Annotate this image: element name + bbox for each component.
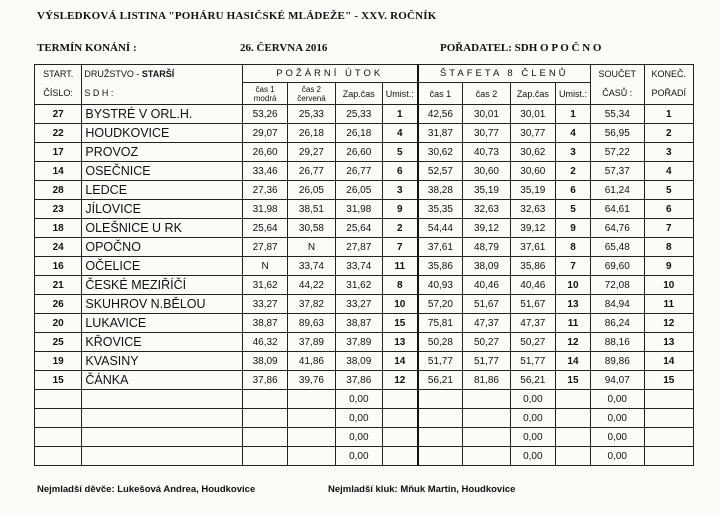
attack-time-2: 39,76	[288, 371, 335, 390]
attack-rank: 10	[382, 295, 417, 314]
relay-time-1: 30,62	[418, 143, 463, 162]
table-row	[35, 352, 694, 371]
team-name: HOUDKOVICE	[82, 124, 243, 143]
team-name: KVASINY	[82, 352, 243, 371]
relay-time-1: 54,44	[418, 219, 463, 238]
start-number: 22	[35, 124, 82, 143]
table-row	[35, 409, 694, 428]
attack-time-1	[242, 428, 287, 447]
attack-counted-time: 31,62	[335, 276, 382, 295]
attack-time-2: 26,05	[288, 181, 335, 200]
team-header-prefix: DRUŽSTVO -	[84, 68, 142, 79]
attack-time-1: 38,87	[242, 314, 287, 333]
final-place	[644, 447, 693, 466]
table-row	[35, 295, 694, 314]
start-header-top: START.	[35, 65, 82, 83]
final-place: 1	[644, 105, 693, 124]
col-st-umist: Umist.:	[555, 83, 590, 105]
final-place	[644, 409, 693, 428]
total-time: 64,76	[591, 219, 645, 238]
table-row	[35, 314, 694, 333]
start-number: 28	[35, 181, 82, 200]
attack-time-1: 27,87	[242, 238, 287, 257]
attack-time-2: N	[288, 238, 335, 257]
header-row-top	[35, 65, 694, 83]
date-label: TERMÍN KONÁNÍ :	[37, 42, 137, 54]
table-row	[35, 447, 694, 466]
relay-time-2: 40,46	[463, 276, 510, 295]
start-number: 25	[35, 333, 82, 352]
relay-time-2: 35,19	[463, 181, 510, 200]
relay-time-1	[418, 447, 463, 466]
relay-rank: 11	[555, 314, 590, 333]
relay-time-2: 30,01	[463, 105, 510, 124]
attack-time-2: 41,86	[288, 352, 335, 371]
relay-rank: 6	[555, 181, 590, 200]
table-row	[35, 181, 694, 200]
document-title: VÝSLEDKOVÁ LISTINA "POHÁRU HASIČSKÉ MLÁDEŽE" - XXV. ROČNÍK	[37, 10, 437, 22]
start-number	[35, 409, 82, 428]
attack-rank: 2	[382, 219, 417, 238]
table-row	[35, 276, 694, 295]
attack-counted-time: 0,00	[335, 390, 382, 409]
relay-counted-time: 51,67	[510, 295, 555, 314]
start-number: 14	[35, 162, 82, 181]
relay-counted-time: 39,12	[510, 219, 555, 238]
team-name: OLEŠNICE U RK	[82, 219, 243, 238]
relay-counted-time: 37,61	[510, 238, 555, 257]
team-name: SKUHROV N.BĚLOU	[82, 295, 243, 314]
attack-rank: 8	[382, 276, 417, 295]
table-row	[35, 124, 694, 143]
attack-time-2: 29,27	[288, 143, 335, 162]
final-place: 14	[644, 352, 693, 371]
final-place: 5	[644, 181, 693, 200]
attack-time-1: 46,32	[242, 333, 287, 352]
attack-time-1	[242, 447, 287, 466]
attack-rank	[382, 447, 417, 466]
relay-rank	[555, 447, 590, 466]
team-name	[82, 390, 243, 409]
relay-time-1: 56,21	[418, 371, 463, 390]
relay-time-1: 52,57	[418, 162, 463, 181]
attack-rank: 7	[382, 238, 417, 257]
total-time: 61,24	[591, 181, 645, 200]
relay-counted-time: 0,00	[510, 390, 555, 409]
attack-time-2	[288, 428, 335, 447]
col-st-cas2: čas 2	[463, 83, 510, 105]
relay-time-1: 35,86	[418, 257, 463, 276]
attack-rank: 14	[382, 352, 417, 371]
final-place: 6	[644, 200, 693, 219]
attack-time-1: 26,60	[242, 143, 287, 162]
attack-rank: 11	[382, 257, 417, 276]
youngest-boy: Nejmladší kluk: Mňuk Martin, Houdkovice	[328, 484, 516, 495]
attack-time-2: 26,77	[288, 162, 335, 181]
total-time: 56,95	[591, 124, 645, 143]
relay-rank: 13	[555, 295, 590, 314]
final-place: 4	[644, 162, 693, 181]
relay-time-2: 39,12	[463, 219, 510, 238]
attack-time-2	[288, 447, 335, 466]
attack-counted-time: 38,87	[335, 314, 382, 333]
team-name: BYSTRÉ V ORL.H.	[82, 105, 243, 124]
start-number: 27	[35, 105, 82, 124]
final-place: 10	[644, 276, 693, 295]
relay-rank	[555, 428, 590, 447]
attack-time-2: 89,63	[288, 314, 335, 333]
event-date: 26. ČERVNA 2016	[240, 42, 328, 54]
attack-time-1: N	[242, 257, 287, 276]
relay-rank: 12	[555, 333, 590, 352]
attack-rank	[382, 409, 417, 428]
relay-rank: 4	[555, 124, 590, 143]
total-time: 0,00	[591, 447, 645, 466]
relay-time-1: 35,35	[418, 200, 463, 219]
col-cas2-cervena: čas 2 červená	[288, 83, 335, 105]
attack-counted-time: 33,74	[335, 257, 382, 276]
team-name: KŘOVICE	[82, 333, 243, 352]
attack-counted-time: 33,27	[335, 295, 382, 314]
start-number: 19	[35, 352, 82, 371]
team-name: LUKAVICE	[82, 314, 243, 333]
attack-time-1: 33,27	[242, 295, 287, 314]
team-name	[82, 428, 243, 447]
table-row	[35, 162, 694, 181]
total-time: 89,86	[591, 352, 645, 371]
relay-counted-time: 30,77	[510, 124, 555, 143]
total-time: 84,94	[591, 295, 645, 314]
relay-time-2: 30,77	[463, 124, 510, 143]
start-number: 20	[35, 314, 82, 333]
attack-time-2	[288, 390, 335, 409]
relay-rank: 9	[555, 219, 590, 238]
table-row	[35, 238, 694, 257]
relay-time-2: 30,60	[463, 162, 510, 181]
table-row	[35, 257, 694, 276]
attack-counted-time: 37,89	[335, 333, 382, 352]
attack-rank	[382, 428, 417, 447]
start-number	[35, 390, 82, 409]
col-cas1-modra: čas 1 modrá	[242, 83, 287, 105]
attack-time-2: 25,33	[288, 105, 335, 124]
start-number: 21	[35, 276, 82, 295]
team-name: LEDCE	[82, 181, 243, 200]
relay-rank: 8	[555, 238, 590, 257]
start-number	[35, 428, 82, 447]
relay-time-1	[418, 409, 463, 428]
start-number: 15	[35, 371, 82, 390]
attack-time-2	[288, 409, 335, 428]
relay-counted-time: 35,19	[510, 181, 555, 200]
relay-rank	[555, 390, 590, 409]
relay-time-2: 32,63	[463, 200, 510, 219]
sum-header-bottom: ČASŮ :	[591, 83, 645, 105]
total-time: 0,00	[591, 409, 645, 428]
final-place: 15	[644, 371, 693, 390]
attack-time-1	[242, 409, 287, 428]
relay-time-2: 38,09	[463, 257, 510, 276]
team-name	[82, 447, 243, 466]
team-name: OSEČNICE	[82, 162, 243, 181]
attack-rank: 12	[382, 371, 417, 390]
attack-rank: 6	[382, 162, 417, 181]
final-place: 12	[644, 314, 693, 333]
youngest-girl: Nejmladší děvče: Lukešová Andrea, Houdkovice	[37, 484, 256, 495]
final-place: 9	[644, 257, 693, 276]
relay-counted-time: 30,60	[510, 162, 555, 181]
start-number: 26	[35, 295, 82, 314]
attack-time-1: 38,09	[242, 352, 287, 371]
total-time: 69,60	[591, 257, 645, 276]
col-st-zap: Zap.čas	[510, 83, 555, 105]
relay-rank: 2	[555, 162, 590, 181]
table-row	[35, 105, 694, 124]
relay-time-2: 47,37	[463, 314, 510, 333]
relay-time-1: 42,56	[418, 105, 463, 124]
total-time: 65,48	[591, 238, 645, 257]
attack-rank	[382, 390, 417, 409]
attack-rank: 5	[382, 143, 417, 162]
total-time: 0,00	[591, 428, 645, 447]
attack-time-1: 29,07	[242, 124, 287, 143]
results-table	[34, 64, 694, 466]
table-row	[35, 219, 694, 238]
relay-counted-time: 0,00	[510, 409, 555, 428]
organizer: POŘADATEL: SDH O P O Č N O	[440, 42, 602, 54]
team-category: STARŠÍ	[141, 68, 175, 79]
attack-time-1: 27,36	[242, 181, 287, 200]
start-number: 24	[35, 238, 82, 257]
table-row	[35, 371, 694, 390]
attack-time-1: 31,98	[242, 200, 287, 219]
attack-counted-time: 0,00	[335, 409, 382, 428]
relay-counted-time: 30,01	[510, 105, 555, 124]
relay-time-2	[463, 409, 510, 428]
attack-counted-time: 25,33	[335, 105, 382, 124]
attack-rank: 9	[382, 200, 417, 219]
attack-time-2: 33,74	[288, 257, 335, 276]
col-umist: Umist.:	[382, 83, 417, 105]
relay-time-2: 50,27	[463, 333, 510, 352]
relay-counted-time: 30,62	[510, 143, 555, 162]
relay-time-2	[463, 428, 510, 447]
final-place: 3	[644, 143, 693, 162]
relay-rank: 1	[555, 105, 590, 124]
attack-time-1: 37,86	[242, 371, 287, 390]
relay-time-1	[418, 428, 463, 447]
final-place	[644, 390, 693, 409]
relay-time-1: 75,81	[418, 314, 463, 333]
attack-time-1: 33,46	[242, 162, 287, 181]
start-number	[35, 447, 82, 466]
relay-rank	[555, 409, 590, 428]
relay-time-1: 50,28	[418, 333, 463, 352]
relay-time-1	[418, 390, 463, 409]
total-time: 0,00	[591, 390, 645, 409]
col-zap-cas: Zap.čas	[335, 83, 382, 105]
sum-header-top: SOUČET	[591, 65, 645, 83]
final-place: 11	[644, 295, 693, 314]
team-name: ČÁNKA	[82, 371, 243, 390]
relay-time-1: 57,20	[418, 295, 463, 314]
attack-counted-time: 26,60	[335, 143, 382, 162]
relay-rank: 14	[555, 352, 590, 371]
relay-counted-time: 0,00	[510, 447, 555, 466]
final-place	[644, 428, 693, 447]
relay-time-1: 31,87	[418, 124, 463, 143]
place-header-bottom: POŘADÍ	[644, 83, 693, 105]
final-place: 7	[644, 219, 693, 238]
relay-time-2: 51,77	[463, 352, 510, 371]
relay-time-1: 40,93	[418, 276, 463, 295]
start-number: 23	[35, 200, 82, 219]
total-time: 86,24	[591, 314, 645, 333]
relay-rank: 10	[555, 276, 590, 295]
table-row	[35, 200, 694, 219]
start-header-bottom: ČÍSLO:	[35, 83, 82, 105]
relay-rank: 3	[555, 143, 590, 162]
relay-rank: 5	[555, 200, 590, 219]
relay-rank: 15	[555, 371, 590, 390]
attack-counted-time: 26,18	[335, 124, 382, 143]
relay-time-1: 38,28	[418, 181, 463, 200]
attack-counted-time: 0,00	[335, 447, 382, 466]
table-row	[35, 428, 694, 447]
team-header-bottom: S D H :	[82, 83, 243, 105]
attack-time-2: 38,51	[288, 200, 335, 219]
relay-counted-time: 35,86	[510, 257, 555, 276]
col-st-cas1: čas 1	[418, 83, 463, 105]
attack-counted-time: 27,87	[335, 238, 382, 257]
relay-time-2: 81,86	[463, 371, 510, 390]
team-name: OČELICE	[82, 257, 243, 276]
relay-time-1: 51,77	[418, 352, 463, 371]
attack-time-1: 31,62	[242, 276, 287, 295]
attack-rank: 15	[382, 314, 417, 333]
relay-time-2: 40,73	[463, 143, 510, 162]
attack-time-1	[242, 390, 287, 409]
attack-time-2: 26,18	[288, 124, 335, 143]
relay-counted-time: 47,37	[510, 314, 555, 333]
relay-time-2: 48,79	[463, 238, 510, 257]
final-place: 2	[644, 124, 693, 143]
table-row	[35, 333, 694, 352]
attack-counted-time: 38,09	[335, 352, 382, 371]
final-place: 13	[644, 333, 693, 352]
relay-counted-time: 40,46	[510, 276, 555, 295]
total-time: 72,08	[591, 276, 645, 295]
relay-counted-time: 56,21	[510, 371, 555, 390]
relay-time-1: 37,61	[418, 238, 463, 257]
team-name	[82, 409, 243, 428]
table-row	[35, 390, 694, 409]
pozarni-utok-header: POŽÁRNÍ ÚTOK	[242, 65, 417, 83]
attack-time-1: 53,26	[242, 105, 287, 124]
team-name: JÍLOVICE	[82, 200, 243, 219]
relay-counted-time: 50,27	[510, 333, 555, 352]
relay-counted-time: 0,00	[510, 428, 555, 447]
total-time: 55,34	[591, 105, 645, 124]
attack-time-2: 37,89	[288, 333, 335, 352]
final-place: 8	[644, 238, 693, 257]
team-name: OPOČNO	[82, 238, 243, 257]
attack-counted-time: 26,05	[335, 181, 382, 200]
attack-counted-time: 37,86	[335, 371, 382, 390]
attack-counted-time: 26,77	[335, 162, 382, 181]
attack-counted-time: 25,64	[335, 219, 382, 238]
total-time: 94,07	[591, 371, 645, 390]
table-row	[35, 143, 694, 162]
stafeta-header: ŠTAFETA 8 ČLENŮ	[418, 65, 591, 83]
relay-time-2: 51,67	[463, 295, 510, 314]
header-row-bottom	[35, 83, 694, 105]
attack-time-2: 44,22	[288, 276, 335, 295]
attack-rank: 4	[382, 124, 417, 143]
attack-time-2: 37,82	[288, 295, 335, 314]
attack-counted-time: 31,98	[335, 200, 382, 219]
start-number: 16	[35, 257, 82, 276]
attack-time-2: 30,58	[288, 219, 335, 238]
relay-time-2	[463, 447, 510, 466]
team-name: PROVOZ	[82, 143, 243, 162]
attack-counted-time: 0,00	[335, 428, 382, 447]
attack-rank: 1	[382, 105, 417, 124]
relay-time-2	[463, 390, 510, 409]
attack-rank: 13	[382, 333, 417, 352]
team-header-top	[82, 65, 243, 83]
total-time: 64,61	[591, 200, 645, 219]
relay-counted-time: 51,77	[510, 352, 555, 371]
team-name: ČESKÉ MEZIŘÍČÍ	[82, 276, 243, 295]
place-header-top: KONEČ.	[644, 65, 693, 83]
relay-rank: 7	[555, 257, 590, 276]
start-number: 18	[35, 219, 82, 238]
start-number: 17	[35, 143, 82, 162]
total-time: 88,16	[591, 333, 645, 352]
total-time: 57,22	[591, 143, 645, 162]
relay-counted-time: 32,63	[510, 200, 555, 219]
attack-time-1: 25,64	[242, 219, 287, 238]
attack-rank: 3	[382, 181, 417, 200]
total-time: 57,37	[591, 162, 645, 181]
